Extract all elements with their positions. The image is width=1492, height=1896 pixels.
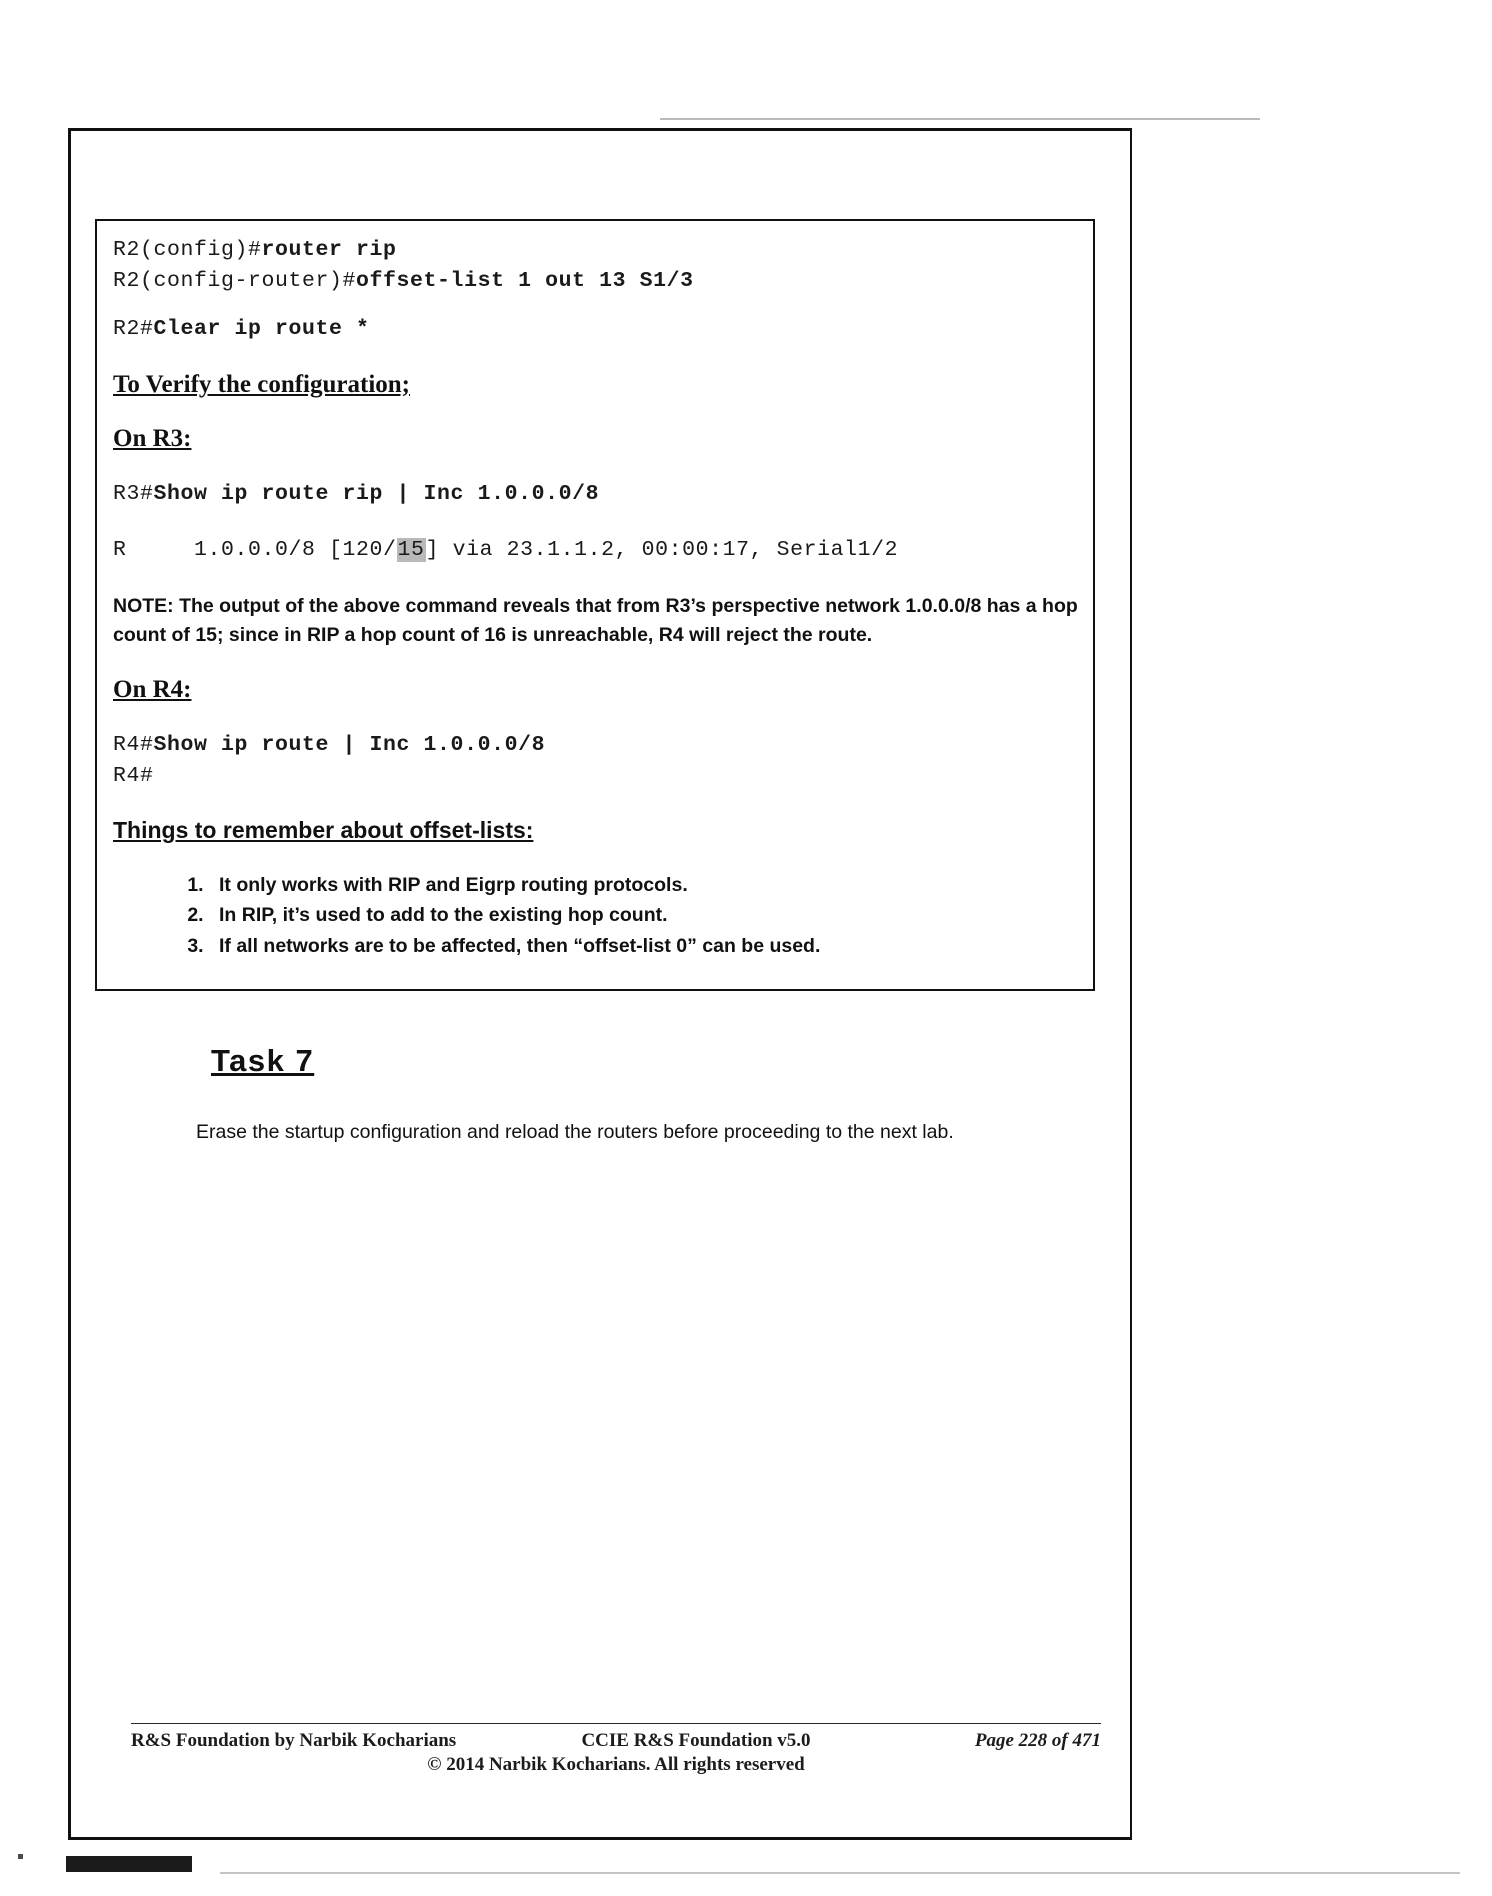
terminal-line-clear-route (113, 314, 1081, 345)
command-router-rip: router rip (261, 238, 397, 262)
terminal-line-r4-show (113, 730, 1081, 761)
route-output-prefix: R 1.0.0.0/8 [120/ (113, 538, 397, 563)
content-box-inner (113, 235, 1081, 961)
note-paragraph: NOTE: The output of the above command reveals that from R3’s perspective network 1.0.0.0/8 has a hop count of 15; since in RIP a hop count of 16 is unreachable, R4 will reject the route. (113, 594, 1078, 646)
terminal-block-config (113, 235, 1081, 266)
scan-artifact-bottom (220, 1872, 1460, 1874)
route-output-suffix: ] via 23.1.1.2, 00:00:17, Serial1/2 (425, 538, 899, 563)
prompt-r2: R2# (113, 317, 154, 342)
scan-artifact-top (660, 118, 1260, 120)
list-item: 3. If all networks are to be affected, then “offset-list 0” can be used. (209, 931, 1081, 961)
things-list (113, 870, 1081, 961)
scan-artifact-bottom-blob (66, 1856, 192, 1872)
command-clear-ip-route: Clear ip route * (153, 317, 370, 342)
terminal-line-offset-list (113, 266, 1081, 297)
footer-copyright: © 2014 Narbik Kocharians. All rights reserved (427, 1754, 805, 1775)
heading-to-verify: To Verify the configuration; (113, 370, 410, 398)
highlighted-metric: 15 (397, 538, 425, 563)
footer-center-text: CCIE R&S Foundation v5.0 (581, 1730, 811, 1751)
command-r4-show-ip-route: Show ip route | Inc 1.0.0.0/8 (153, 733, 546, 758)
prompt-r4: R4# (113, 733, 154, 758)
footer-page-number: Page 228 of 471 (974, 1730, 1101, 1751)
footer-left-text: R&S Foundation by Narbik Kocharians (131, 1730, 457, 1751)
list-item: 1. It only works with RIP and Eigrp routing protocols. (209, 870, 1081, 900)
content-box (95, 219, 1095, 991)
footer-divider (131, 1723, 1101, 1724)
document-page (68, 128, 1132, 1840)
prompt-r2-config-router: R2(config-router)# (113, 268, 357, 293)
task-body: Erase the startup configuration and reload the routers before proceeding to the next lab. (196, 1121, 954, 1143)
terminal-output-r3-route (113, 535, 1081, 566)
heading-on-r3: On R3: (113, 424, 192, 452)
prompt-r2-config: R2(config)# (113, 238, 262, 262)
terminal-line-r4-empty: R4# (113, 763, 154, 788)
terminal-line-r3-show (113, 479, 1081, 510)
prompt-r3: R3# (113, 481, 154, 506)
task-title: Task 7 (211, 1043, 315, 1078)
command-offset-list: offset-list 1 out 13 S1/3 (356, 268, 694, 293)
footer-row (131, 1730, 1101, 1752)
command-r3-show-ip-route: Show ip route rip | Inc 1.0.0.0/8 (153, 481, 600, 506)
heading-on-r4: On R4: (113, 676, 192, 704)
page-footer (131, 1723, 1100, 1776)
scan-artifact-left-tick (18, 1854, 23, 1859)
heading-things-to-remember: Things to remember about offset-lists: (113, 817, 534, 844)
list-item: 2. In RIP, it’s used to add to the existing hop count. (209, 900, 1081, 930)
